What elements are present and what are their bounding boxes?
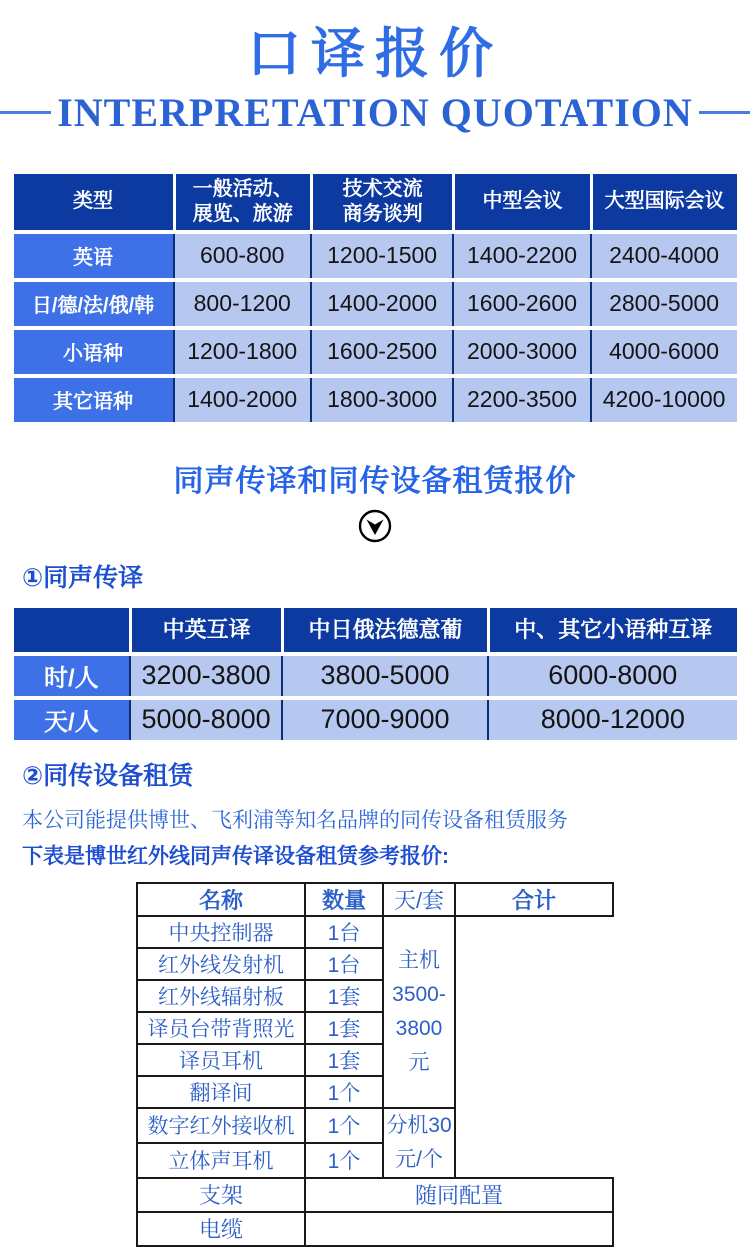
table-row bbox=[14, 234, 737, 278]
subtitle-row bbox=[0, 89, 750, 136]
equipment-name: 电缆 bbox=[137, 1212, 305, 1246]
equipment-name: 红外线辐射板 bbox=[137, 980, 305, 1012]
equipment-qty: 1个 bbox=[305, 1108, 383, 1143]
table-header-row bbox=[137, 883, 613, 916]
equipment-intro-text: 本公司能提供博世、飞利浦等知名品牌的同传设备租赁服务 bbox=[22, 808, 568, 832]
price-cell: 2000-3000 bbox=[452, 330, 589, 374]
table-header-row bbox=[14, 608, 737, 652]
price-cell: 2400-4000 bbox=[590, 234, 737, 278]
equipment-name: 支架 bbox=[137, 1178, 305, 1212]
equipment-name: 红外线发射机 bbox=[137, 948, 305, 980]
table-row bbox=[137, 1178, 613, 1212]
column-header-cn-major: 中日俄法德意葡 bbox=[281, 608, 487, 652]
table-row bbox=[14, 378, 737, 422]
price-cell: 1600-2500 bbox=[310, 330, 452, 374]
footer-value: 随同配置 bbox=[305, 1178, 613, 1212]
total-main-line2: 3500-3800元 bbox=[392, 982, 446, 1074]
price-cell: 1400-2000 bbox=[173, 378, 310, 422]
table-row bbox=[137, 1012, 613, 1044]
row-label: 英语 bbox=[14, 234, 173, 278]
column-header-technical: 技术交流 商务谈判 bbox=[310, 174, 452, 230]
row-label: 小语种 bbox=[14, 330, 173, 374]
table-header-row bbox=[14, 174, 737, 230]
column-header-large: 大型国际会议 bbox=[590, 174, 737, 230]
page-title: 口译报价 bbox=[247, 24, 503, 84]
row-label: 其它语种 bbox=[14, 378, 173, 422]
price-cell: 6000-8000 bbox=[487, 656, 736, 696]
equipment-qty: 1台 bbox=[305, 948, 383, 980]
table-row bbox=[14, 656, 737, 696]
equipment-name: 译员台带背照光 bbox=[137, 1012, 305, 1044]
price-cell: 2200-3500 bbox=[452, 378, 589, 422]
table-row bbox=[137, 1212, 613, 1246]
table-row bbox=[137, 1044, 613, 1076]
price-cell: 1400-2200 bbox=[452, 234, 589, 278]
column-header-cn-minor: 中、其它小语种互译 bbox=[487, 608, 736, 652]
quotation-page bbox=[0, 22, 750, 1243]
equipment-qty: 1套 bbox=[305, 1044, 383, 1076]
table-row bbox=[137, 1108, 613, 1143]
equipment-name: 翻译间 bbox=[137, 1076, 305, 1108]
price-cell: 4000-6000 bbox=[590, 330, 737, 374]
equipment-name: 中央控制器 bbox=[137, 916, 305, 948]
price-cell: 1200-1500 bbox=[310, 234, 452, 278]
row-label: 日/德/法/俄/韩 bbox=[14, 282, 173, 326]
row-label: 天/人 bbox=[14, 700, 130, 740]
column-header-name: 名称 bbox=[137, 883, 305, 916]
price-cell: 1200-1800 bbox=[173, 330, 310, 374]
price-cell: 5000-8000 bbox=[129, 700, 281, 740]
equipment-name: 立体声耳机 bbox=[137, 1143, 305, 1178]
column-header-type: 类型 bbox=[14, 174, 173, 230]
unit-cell: 天/套 bbox=[383, 883, 455, 916]
simultaneous-interpretation-table bbox=[14, 604, 737, 744]
column-header-blank bbox=[14, 608, 130, 652]
column-header-total: 合计 bbox=[455, 883, 613, 916]
price-cell: 3800-5000 bbox=[281, 656, 487, 696]
price-cell: 4200-10000 bbox=[590, 378, 737, 422]
price-cell: 1600-2600 bbox=[452, 282, 589, 326]
table-row bbox=[137, 980, 613, 1012]
total-main-cell bbox=[383, 916, 455, 1108]
table-row bbox=[137, 916, 613, 948]
price-cell: 8000-12000 bbox=[487, 700, 736, 740]
equipment-qty: 1个 bbox=[305, 1076, 383, 1108]
equipment-qty: 1台 bbox=[305, 916, 383, 948]
simultaneous-interpretation-heading: ①同声传译 bbox=[22, 563, 144, 592]
price-cell: 1400-2000 bbox=[310, 282, 452, 326]
row-label: 时/人 bbox=[14, 656, 130, 696]
equipment-qty: 1套 bbox=[305, 1012, 383, 1044]
equipment-table-caption: 下表是博世红外线同声传译设备租赁参考报价: bbox=[22, 844, 449, 868]
price-cell: 3200-3800 bbox=[129, 656, 281, 696]
total-sub-cell: 分机30元/个 bbox=[383, 1108, 455, 1178]
table-row bbox=[14, 282, 737, 326]
column-header-general: 一般活动、 展览、旅游 bbox=[173, 174, 310, 230]
price-cell: 600-800 bbox=[173, 234, 310, 278]
table-row bbox=[14, 330, 737, 374]
column-header-medium: 中型会议 bbox=[452, 174, 589, 230]
total-main-line1: 主机 bbox=[398, 948, 440, 972]
equipment-name: 数字红外接收机 bbox=[137, 1108, 305, 1143]
equipment-name: 译员耳机 bbox=[137, 1044, 305, 1076]
column-header-cn-en: 中英互译 bbox=[129, 608, 281, 652]
subtitle-left-line bbox=[0, 111, 51, 114]
interpretation-price-table bbox=[14, 170, 737, 426]
section-heading: 同声传译和同传设备租赁报价 bbox=[173, 464, 577, 498]
column-header-qty: 数量 bbox=[305, 883, 383, 916]
price-cell: 800-1200 bbox=[173, 282, 310, 326]
equipment-rental-heading: ②同传设备租赁 bbox=[22, 761, 194, 790]
down-arrow-icon bbox=[0, 508, 750, 546]
table-row bbox=[137, 948, 613, 980]
equipment-qty: 1个 bbox=[305, 1143, 383, 1178]
price-cell: 2800-5000 bbox=[590, 282, 737, 326]
equipment-qty: 1套 bbox=[305, 980, 383, 1012]
equipment-rental-table bbox=[136, 882, 614, 1247]
footer-value bbox=[305, 1212, 613, 1246]
price-cell: 7000-9000 bbox=[281, 700, 487, 740]
page-subtitle: INTERPRETATION QUOTATION bbox=[57, 89, 693, 135]
price-cell: 1800-3000 bbox=[310, 378, 452, 422]
table-row bbox=[137, 1143, 613, 1178]
table-row bbox=[137, 1076, 613, 1108]
subtitle-right-line bbox=[699, 111, 750, 114]
table-row bbox=[14, 700, 737, 740]
